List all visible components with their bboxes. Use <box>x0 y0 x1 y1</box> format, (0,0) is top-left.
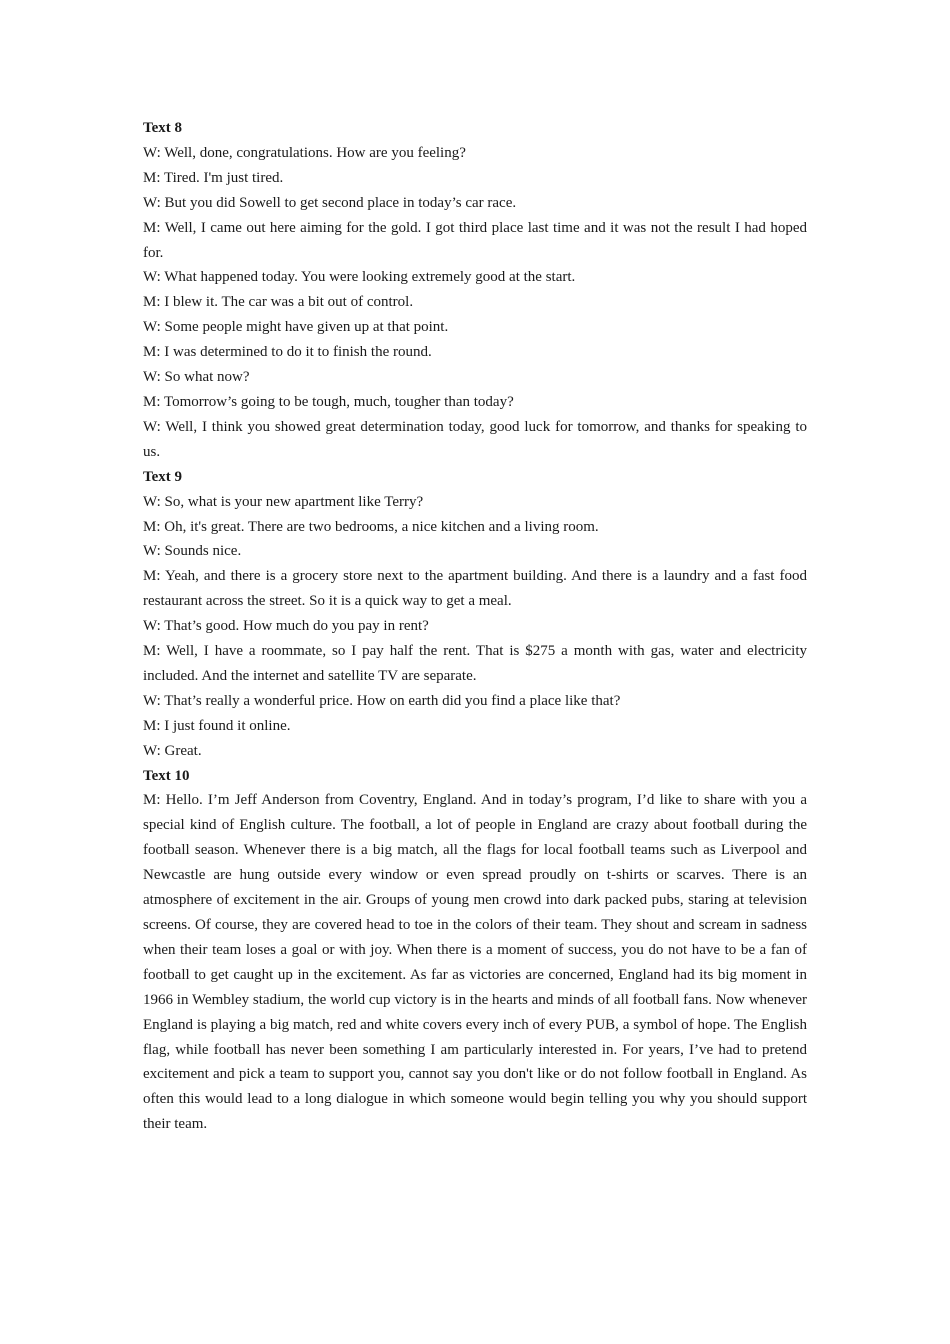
speaker-label: M : <box>143 792 166 808</box>
section-title: Text 10 <box>143 767 190 784</box>
dialogue-line <box>143 340 807 365</box>
line-text: That’s really a wonderful price. How on earth did you find a place like that? <box>164 692 621 709</box>
line-text: Well, I have a roommate, so I pay half the rent. That is $275 a month with gas, water and electricity included. And the internet and satellite TV are separate. <box>143 643 808 684</box>
speaker-label: W : <box>143 494 165 510</box>
line-text: Oh, it's great. There are two bedrooms, a nice kitchen and a living room. <box>164 518 599 535</box>
line-text: That’s good. How much do you pay in rent? <box>164 618 429 635</box>
dialogue-line <box>143 191 807 216</box>
speaker-label: W : <box>143 543 165 559</box>
line-text: I blew it. The car was a bit out of control. <box>164 294 414 311</box>
line-text: Some people might have given up at that point. <box>164 319 449 336</box>
dialogue-line <box>143 415 807 465</box>
dialogue-line <box>143 141 807 166</box>
line-text: Hello. I’m Jeff Anderson from Coventry, England. And in today’s program, I’d like to share with you a special kind of English culture. The football, a lot of people in England are crazy about football during the football season. Whenever there is a big match, all the flags for local football teams such as Liverpool and Newcastle are hung outside every window or even spread proudly on t-shirts or scarves. There is an atmosphere of excitement in the air. Groups of young men crowd into dark packed pubs, staring at television screens. Of course, they are covered head to toe in the colors of their team. They shout and scream in sadness when their team loses a goal or with joy. When there is a moment of success, you do not have to be a fan of football to get caught up in the excitement. As far as victories are concerned, England had its big moment in 1966 in Wembley stadium, the world cup victory is in the hearts and minds of all football fans. Now whenever England is playing a big match, red and white covers every inch of every PUB, a symbol of hope. The English flag, while football has never been something I am particularly interested in. For years, I’ve had to pretend excitement and pick a team to support you, cannot say you don't like or do not follow football in England. As often this would lead to a long dialogue in which someone would begin telling you why you should support their team. <box>143 792 807 1133</box>
speaker-label: W : <box>143 319 165 335</box>
dialogue-line <box>143 539 807 564</box>
dialogue-line <box>143 564 807 614</box>
section-text-8 <box>143 116 807 465</box>
speaker-label: M : <box>143 294 164 310</box>
dialogue-line <box>143 390 807 415</box>
speaker-label: W : <box>143 145 164 161</box>
speaker-label: W : <box>143 618 164 634</box>
speaker-label: M : <box>143 643 166 659</box>
speaker-label: M : <box>143 519 164 535</box>
line-text: Tomorrow’s going to be tough, much, tougher than today? <box>164 393 514 410</box>
line-text: Well, done, congratulations. How are you feeling? <box>164 144 466 161</box>
dialogue-line <box>143 265 807 290</box>
line-text: So, what is your new apartment like Terry? <box>164 493 424 510</box>
dialogue-line <box>143 166 807 191</box>
speaker-label: M : <box>143 394 164 410</box>
section-text-9 <box>143 465 807 764</box>
line-text: Well, I came out here aiming for the gold. I got third place last time and it was not the result I had hoped for. <box>143 219 807 261</box>
speaker-label: M : <box>143 568 165 584</box>
speaker-label: M : <box>143 344 164 360</box>
dialogue-line <box>143 315 807 340</box>
line-text: I just found it online. <box>164 717 291 734</box>
dialogue-line <box>143 515 807 540</box>
line-text: I was determined to do it to finish the round. <box>164 344 432 361</box>
speaker-label: W : <box>143 195 165 211</box>
line-text: Tired. I'm just tired. <box>164 169 284 186</box>
dialogue-line <box>143 365 807 390</box>
dialogue-line <box>143 714 807 739</box>
speaker-label: M : <box>143 220 165 236</box>
transcript-page <box>143 116 807 1137</box>
line-text: Yeah, and there is a grocery store next to the apartment building. And there is a laundry and a fast food restaurant across the street. So it is a quick way to get a meal. <box>143 568 807 610</box>
speaker-label: M : <box>143 170 164 186</box>
line-text: Great. <box>164 742 202 759</box>
speaker-label: W : <box>143 419 165 435</box>
line-text: Sounds nice. <box>164 543 242 560</box>
speaker-label: W : <box>143 693 164 709</box>
speaker-label: M : <box>143 718 164 734</box>
speaker-label: W : <box>143 369 165 385</box>
dialogue-line <box>143 639 807 689</box>
section-title: Text 9 <box>143 468 183 485</box>
monologue-paragraph <box>143 788 807 1137</box>
dialogue-line <box>143 689 807 714</box>
section-text-10 <box>143 764 807 1138</box>
dialogue-line <box>143 490 807 515</box>
dialogue-line <box>143 614 807 639</box>
line-text: Well, I think you showed great determination today, good luck for tomorrow, and thanks for speaking to us. <box>143 418 807 460</box>
line-text: But you did Sowell to get second place in today’s car race. <box>164 194 517 211</box>
dialogue-line <box>143 739 807 764</box>
section-title: Text 8 <box>143 120 183 136</box>
line-text: What happened today. You were looking extremely good at the start. <box>164 269 576 286</box>
speaker-label: W : <box>143 743 165 759</box>
dialogue-line <box>143 216 807 266</box>
speaker-label: W : <box>143 269 164 285</box>
dialogue-line <box>143 290 807 315</box>
line-text: So what now? <box>164 369 250 386</box>
